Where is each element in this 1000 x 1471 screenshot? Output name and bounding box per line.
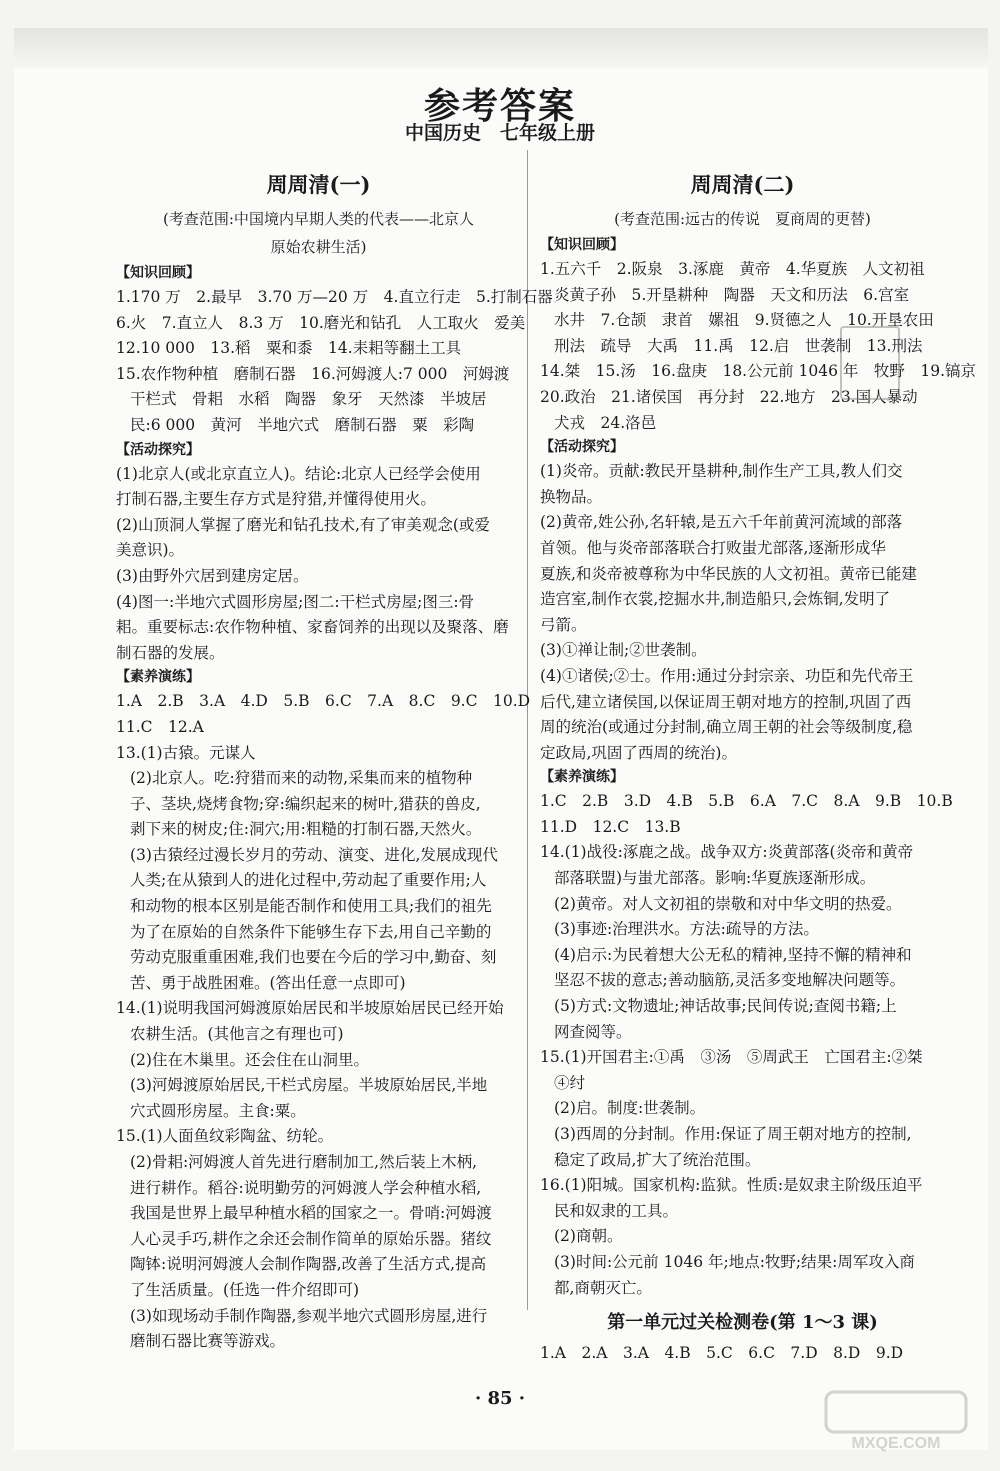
- knowledge-line: 12.10 000 13.稻 粟和黍 14.耒耜等翻土工具: [116, 339, 462, 358]
- scope-line: 原始农耕生活): [270, 238, 367, 256]
- knowledge-line: 15.农作物种植 磨制石器 16.河姆渡人:7 000 河姆渡: [116, 364, 510, 383]
- practice-line: (2)住在木巢里。还会住在山洞里。: [130, 1050, 369, 1069]
- practice-line: (4)启示:为民着想大公无私的精神,坚持不懈的精神和: [554, 945, 912, 964]
- activity-line: (3)由野外穴居到建房定居。: [116, 566, 309, 585]
- watermark-logo-icon: [822, 1386, 972, 1454]
- tag-practice: 【素养演练】: [116, 669, 200, 686]
- practice-line: (3)西周的分封制。作用:保证了周王朝对地方的控制,: [554, 1125, 912, 1143]
- practice-line: 16.(1)阳城。国家机构:监狱。性质:是奴隶主阶级压迫平: [540, 1176, 923, 1195]
- page-title: 参考答案: [423, 85, 576, 127]
- knowledge-line: 干栏式 骨耜 水稻 陶器 象牙 天然漆 半坡居: [130, 390, 487, 409]
- practice-line: 1.C 2.B 3.D 4.B 5.B 6.A 7.C 8.A 9.B 10.B: [540, 792, 953, 811]
- practice-line: 15.(1)开国君主:①禹 ③汤 ⑤周武王 亡国君主:②桀: [540, 1048, 923, 1067]
- practice-line: 14.(1)战役:涿鹿之战。战争双方:炎黄部落(炎帝和黄帝: [540, 843, 914, 862]
- practice-line: 劳动克服重重困难,我们也要在今后的学习中,勤奋、刻: [130, 948, 497, 967]
- knowledge-line: 6.火 7.直立人 8.3 万 10.磨光和钻孔 人工取火 爱美: [116, 313, 526, 332]
- activity-line: (1)炎帝。贡献:教民开垦耕种,制作生产工具,教人们交: [540, 462, 903, 481]
- practice-line: (3)如现场动手制作陶器,参观半地穴式圆形房屋,进行: [130, 1306, 488, 1325]
- practice-line: 磨制石器比赛等游戏。: [130, 1332, 286, 1351]
- practice-line: (2)启。制度:世袭制。: [554, 1099, 706, 1118]
- activity-line: 弓箭。: [540, 615, 587, 634]
- practice-line: (2)商朝。: [554, 1227, 623, 1246]
- practice-line: (3)古猿经过漫长岁月的劳动、演变、进化,发展成现代: [130, 845, 498, 864]
- activity-line: 定政局,巩固了西周的统治)。: [540, 743, 737, 762]
- activity-line: 耜。重要标志:农作物种植、家畜饲养的出现以及聚落、磨: [116, 618, 509, 637]
- practice-line: (2)北京人。吃:狩猎而来的动物,采集而来的植物种: [130, 769, 473, 788]
- practice-line: (5)方式:文物遗址;神话故事;民间传说;查阅书籍;上: [554, 997, 897, 1016]
- activity-line: 后代,建立诸侯国,以保证周王朝对地方的控制,巩固了西: [540, 692, 912, 711]
- activity-line: 制石器的发展。: [116, 643, 225, 662]
- practice-line: 和动物的根本区别是能否制作和使用工具;我们的祖先: [130, 897, 492, 916]
- activity-line: (3)①禅让制;②世袭制。: [540, 641, 707, 660]
- knowledge-line: 14.桀 15.汤 16.盘庚 18.公元前 1046 年 牧野 19.镐京: [540, 362, 977, 381]
- activity-line: (4)①诸侯;②士。作用:通过分封宗亲、功臣和先代帝王: [540, 666, 914, 685]
- activity-line: (4)图一:半地穴式圆形房屋;图二:干栏式房屋;图三:骨: [116, 592, 475, 611]
- page-number: · 85 ·: [474, 1388, 526, 1409]
- activity-line: (2)黄帝,姓公孙,名轩辕,是五六千年前黄河流域的部落: [540, 513, 903, 532]
- scope-line: (考查范围:中国境内早期人类的代表——北京人: [163, 210, 474, 228]
- knowledge-line: 炎黄子孙 5.开垦耕种 陶器 天文和历法 6.宫室: [554, 285, 910, 304]
- practice-line: 13.(1)古猿。元谋人: [116, 743, 256, 762]
- section-title-week1: 周周清(一): [266, 172, 371, 197]
- practice-line: 稳定了政局,扩大了统治范围。: [554, 1150, 761, 1169]
- section-title-week2: 周周清(二): [690, 172, 795, 197]
- practice-line: 苦、勇于战胜困难。(答出任意一点即可): [130, 973, 406, 992]
- knowledge-line: 刑法 疏导 大禹 11.禹 12.启 世袭制 13.刑法: [554, 336, 923, 355]
- practice-line: 民和奴隶的工具。: [554, 1201, 679, 1220]
- practice-line: 11.C 12.A: [116, 717, 204, 736]
- practice-line: 坚忍不拔的意志;善动脑筋,灵活多变地解决问题等。: [554, 971, 906, 990]
- knowledge-line: 犬戎 24.洛邑: [554, 413, 657, 432]
- activity-line: 夏族,和炎帝被尊称为中华民族的人文初祖。黄帝已能建: [540, 564, 917, 583]
- activity-line: 打制石器,主要生存方式是狩猎,并懂得使用火。: [116, 490, 436, 509]
- knowledge-line: 20.政治 21.诸侯国 再分封 22.地方 23.国人暴动: [540, 387, 918, 406]
- activity-line: (1)北京人(或北京直立人)。结论:北京人已经学会使用: [116, 464, 481, 483]
- practice-line: 进行耕作。稻谷:说明勤劳的河姆渡人学会种植水稻,: [130, 1178, 482, 1197]
- practice-line: (2)骨耜:河姆渡人首先进行磨制加工,然后装上木柄,: [130, 1153, 478, 1171]
- practice-line: 子、茎块,烧烤食物;穿:编织起来的树叶,猎获的兽皮,: [130, 794, 481, 813]
- practice-line: 穴式圆形房屋。主食:粟。: [130, 1101, 306, 1120]
- practice-line: 网查阅等。: [554, 1022, 632, 1041]
- practice-line: 了生活质量。(任选一件介绍即可): [130, 1280, 360, 1299]
- practice-line: ④纣: [554, 1073, 586, 1092]
- practice-line: 11.D 12.C 13.B: [540, 817, 681, 836]
- unit-test-answers: 1.A 2.A 3.A 4.B 5.C 6.C 7.D 8.D 9.D: [540, 1344, 904, 1363]
- practice-line: (3)河姆渡原始居民,干栏式房屋。半坡原始居民,半地: [130, 1076, 488, 1095]
- activity-line: (2)山顶洞人掌握了磨光和钻孔技术,有了审美观念(或爱: [116, 515, 490, 534]
- practice-line: 部落联盟)与蚩尤部落。影响:华夏族逐渐形成。: [554, 869, 876, 888]
- knowledge-line: 水井 7.仓颉 隶首 嫘祖 9.贤德之人 10.开垦农田: [554, 311, 934, 330]
- practice-line: 15.(1)人面鱼纹彩陶盆、纺轮。: [116, 1127, 334, 1146]
- activity-line: 造宫室,制作衣裳,挖掘水井,制造船只,会炼铜,发明了: [540, 590, 891, 609]
- practice-line: 人心灵手巧,耕作之余还会制作简单的原始乐器。猪纹: [130, 1229, 492, 1248]
- activity-line: 首领。他与炎帝部落联合打败蚩尤部落,逐渐形成华: [540, 538, 886, 557]
- column-divider: [527, 150, 528, 1310]
- practice-line: 都,商朝灭亡。: [554, 1278, 652, 1297]
- knowledge-line: 1.170 万 2.最早 3.70 万—20 万 4.直立行走 5.打制石器: [116, 288, 553, 306]
- unit-test-title: 第一单元过关检测卷(第 1～3 课): [607, 1312, 878, 1334]
- left-column: [116, 168, 553, 1355]
- practice-line: 人类;在从猿到人的进化过程中,劳动起了重要作用;人: [130, 871, 487, 890]
- knowledge-line: 民:6 000 黄河 半地穴式 磨制石器 粟 彩陶: [130, 415, 475, 434]
- top-band: [14, 28, 988, 68]
- tag-practice: 【素养演练】: [540, 769, 624, 786]
- tag-activity: 【活动探究】: [540, 439, 624, 456]
- watermark-text: MXQE.COM: [851, 1435, 941, 1452]
- practice-line: 农耕生活。(其他言之有理也可): [130, 1025, 344, 1044]
- practice-line: (3)时间:公元前 1046 年;地点:牧野;结果:周军攻入商: [554, 1252, 915, 1271]
- practice-line: 我国是世界上最早种植水稻的国家之一。骨哨:河姆渡: [130, 1204, 492, 1223]
- activity-line: 周的统治(或通过分封制,确立周王朝的社会等级制度,稳: [540, 718, 913, 737]
- practice-line: 为了在原始的自然条件下能够生存下去,用自己辛勤的: [130, 922, 492, 941]
- practice-line: 陶钵:说明河姆渡人会制作陶器,改善了生活方式,提高: [130, 1255, 487, 1274]
- activity-line: 美意识)。: [116, 541, 185, 560]
- practice-line: (2)黄帝。对人文初祖的崇敬和对中华文明的热爱。: [554, 894, 902, 913]
- tag-knowledge: 【知识回顾】: [540, 237, 624, 253]
- practice-line: 剥下来的树皮;住:洞穴;用:粗糙的打制石器,天然火。: [130, 820, 482, 839]
- knowledge-line: 1.五六千 2.阪泉 3.涿鹿 黄帝 4.华夏族 人文初祖: [540, 260, 925, 278]
- tag-knowledge: 【知识回顾】: [116, 265, 200, 281]
- page-subtitle: 中国历史 七年级上册: [404, 122, 595, 144]
- practice-line: 1.A 2.B 3.A 4.D 5.B 6.C 7.A 8.C 9.C 10.D: [116, 692, 531, 711]
- scope-line: (考查范围:远古的传说 夏商周的更替): [614, 210, 871, 228]
- practice-line: 14.(1)说明我国河姆渡原始居民和半坡原始居民已经开始: [116, 999, 504, 1018]
- stamp-image: [840, 326, 900, 400]
- tag-activity: 【活动探究】: [116, 441, 200, 458]
- practice-line: (3)事迹:治理洪水。方法:疏导的方法。: [554, 920, 819, 939]
- activity-line: 换物品。: [540, 487, 603, 506]
